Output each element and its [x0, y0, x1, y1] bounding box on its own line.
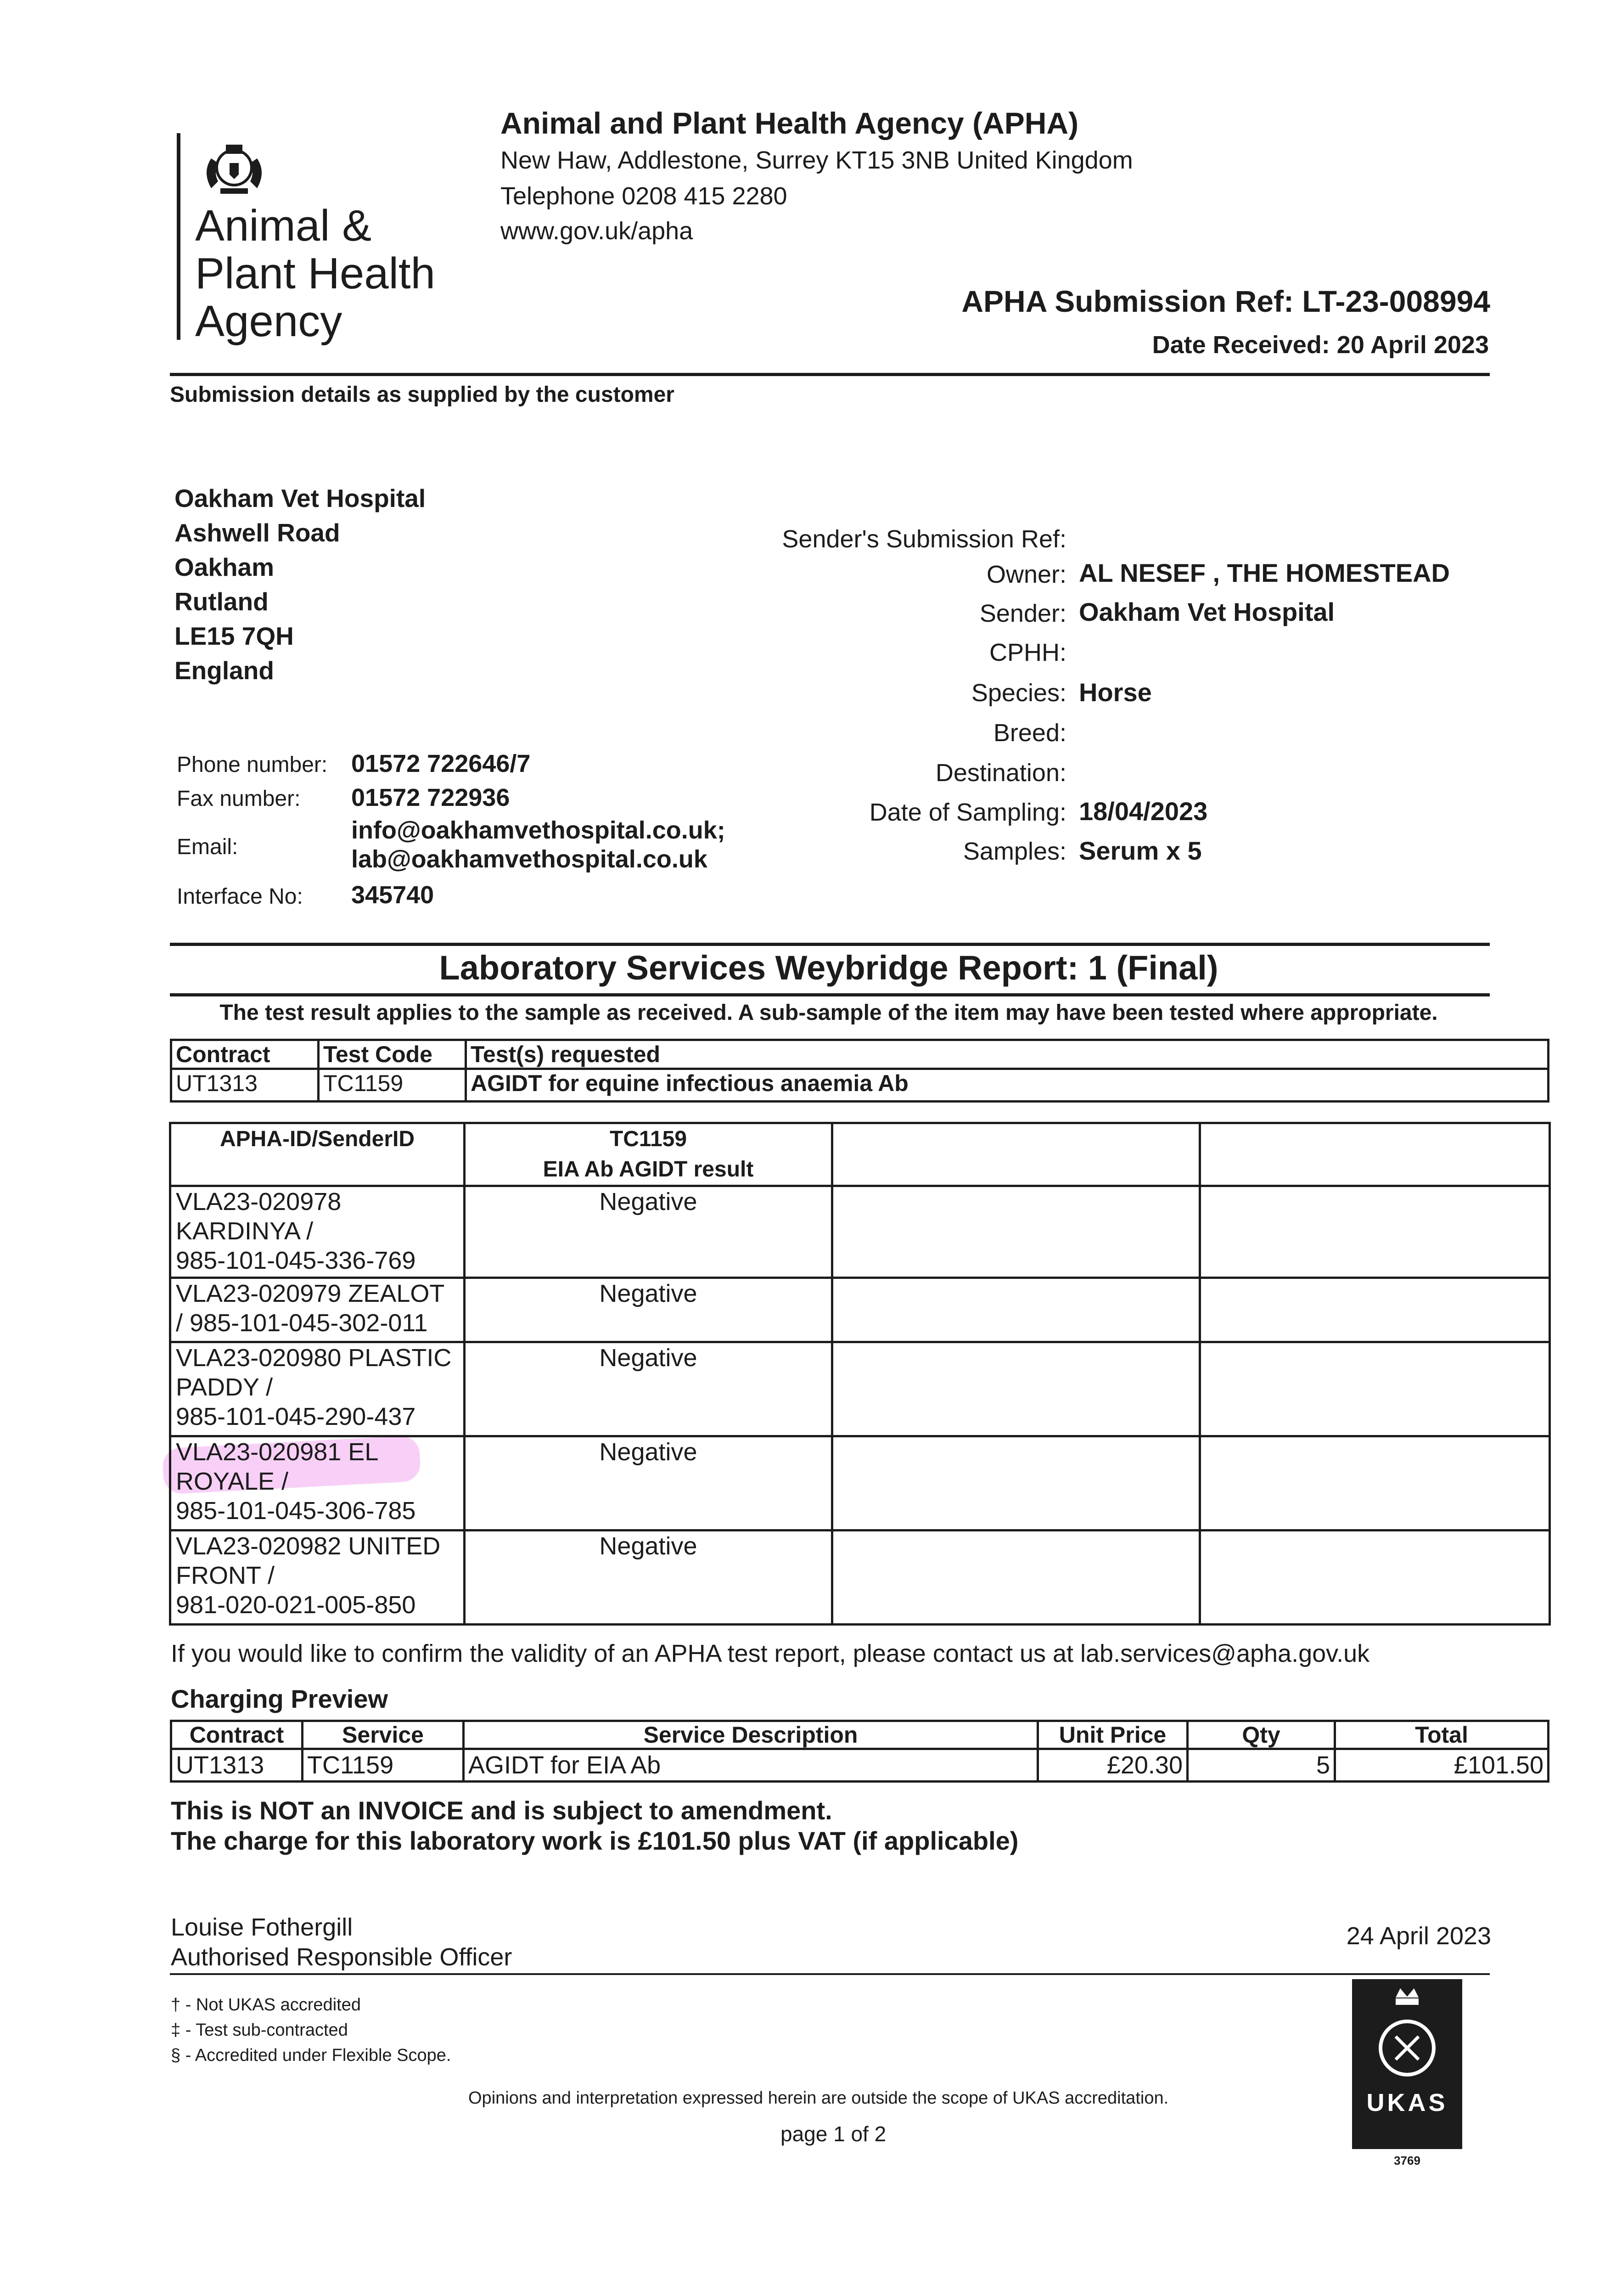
sample-id-line: VLA23-020980 PLASTIC [176, 1344, 452, 1372]
owner-label: Owner: [986, 561, 1066, 588]
sample-id-cell [170, 1278, 465, 1342]
sender-label: Sender: [979, 600, 1066, 627]
cphh-label: CPHH: [989, 639, 1066, 666]
samples-label: Samples: [963, 838, 1066, 865]
empty-cell [1200, 1436, 1550, 1531]
table-row [170, 1436, 1550, 1531]
customer-address-line: LE15 7QH [174, 622, 294, 650]
table-row [170, 1278, 1550, 1342]
logo-line: Plant Health [195, 249, 435, 298]
empty-column-header [832, 1123, 1200, 1186]
validity-note: If you would like to confirm the validity of an APHA test report, please contact us at lab.services@apha.gov.uk [171, 1640, 1370, 1667]
empty-cell [832, 1342, 1200, 1436]
footer-divider [170, 1973, 1490, 1975]
submission-ref: APHA Submission Ref: LT-23-008994 [961, 284, 1490, 318]
sample-id-cell [170, 1342, 465, 1436]
email-label: Email: [177, 835, 238, 859]
sample-id-cell [170, 1531, 465, 1625]
sample-id-line: ROYALE / [176, 1468, 289, 1495]
samples-value: Serum x 5 [1079, 836, 1202, 865]
page-number: page 1 of 2 [780, 2122, 887, 2146]
empty-column-header [1200, 1123, 1550, 1186]
footnote: § - Accredited under Flexible Scope. [171, 2046, 451, 2065]
fax-value: 01572 722936 [351, 784, 510, 811]
test-name-header: EIA Ab AGIDT result [543, 1157, 754, 1182]
agency-telephone: Telephone 0208 415 2280 [500, 182, 787, 210]
officer-role: Authorised Responsible Officer [171, 1943, 512, 1971]
table-header-row [171, 1721, 1549, 1749]
table-row [171, 1069, 1549, 1102]
result-cell: Negative [465, 1436, 832, 1531]
sample-id-line: VLA23-020981 EL [176, 1438, 379, 1466]
report-top-divider [170, 943, 1490, 946]
agency-address: New Haw, Addlestone, Surrey KT15 3NB United Kingdom [500, 146, 1133, 174]
opinions-note: Opinions and interpretation expressed herein are outside the scope of UKAS accreditation. [468, 2088, 1169, 2108]
customer-address-line: Oakham [174, 553, 275, 581]
customer-address-line: England [174, 656, 274, 685]
customer-address-line: Ashwell Road [174, 518, 340, 547]
sampling-date-value: 18/04/2023 [1079, 797, 1208, 826]
destination-label: Destination: [935, 759, 1066, 787]
column-header-test [465, 1123, 832, 1186]
logo-line: Animal & [195, 201, 372, 250]
phone-value: 01572 722646/7 [351, 750, 531, 777]
signoff [171, 1913, 512, 1972]
result-cell: Negative [465, 1186, 832, 1278]
contract-cell: UT1313 [171, 1749, 303, 1782]
sender-value: Oakham Vet Hospital [1079, 597, 1335, 626]
results-table [169, 1122, 1551, 1626]
service-description-cell: AGIDT for EIA Ab [464, 1749, 1038, 1782]
column-header: Test Code [319, 1040, 466, 1069]
unit-price-cell: £20.30 [1038, 1749, 1188, 1782]
column-header: Test(s) requested [466, 1040, 1549, 1069]
logo-line: Agency [195, 297, 342, 346]
sample-id-line: / 985-101-045-302-011 [176, 1309, 428, 1337]
column-header: Unit Price [1038, 1721, 1188, 1749]
result-cell: Negative [465, 1342, 832, 1436]
species-value: Horse [1079, 678, 1152, 707]
column-header: Contract [171, 1040, 319, 1069]
customer-address-line: Oakham Vet Hospital [174, 484, 426, 512]
sample-id-line: 985-101-045-306-785 [176, 1497, 416, 1525]
sampling-date-label: Date of Sampling: [869, 799, 1066, 826]
table-row [170, 1186, 1550, 1278]
qty-cell: 5 [1188, 1749, 1335, 1782]
sample-id-line: FRONT / [176, 1562, 275, 1589]
report-note: The test result applies to the sample as received. A sub-sample of the item may have been tested where appropriate. [219, 1001, 1438, 1025]
report-date: 24 April 2023 [1346, 1922, 1491, 1950]
phone-label: Phone number: [177, 753, 328, 777]
report-bottom-divider [170, 993, 1490, 996]
ukas-number: 3769 [1394, 2154, 1420, 2167]
sample-id-line: VLA23-020979 ZEALOT [176, 1280, 445, 1307]
ukas-label: UKAS [1366, 2089, 1448, 2116]
column-header: Service Description [464, 1721, 1038, 1749]
table-header-row [170, 1123, 1550, 1186]
column-header: Total [1335, 1721, 1549, 1749]
sample-id-line: 985-101-045-336-769 [176, 1247, 416, 1274]
sample-id-line: VLA23-020978 [176, 1188, 342, 1216]
interface-label: Interface No: [177, 884, 303, 909]
result-cell: Negative [465, 1278, 832, 1342]
contract-table [170, 1039, 1549, 1103]
empty-cell [832, 1278, 1200, 1342]
table-row [170, 1342, 1550, 1436]
empty-cell [832, 1186, 1200, 1278]
date-received: Date Received: 20 April 2023 [1152, 331, 1489, 359]
footnote: † - Not UKAS accredited [171, 1995, 361, 2015]
service-cell: TC1159 [303, 1749, 464, 1782]
invoice-note-line: This is NOT an INVOICE and is subject to amendment. [171, 1796, 832, 1825]
sample-id-line: KARDINYA / [176, 1217, 314, 1245]
report-title: Laboratory Services Weybridge Report: 1 (Final) [439, 949, 1218, 987]
test-code-header: TC1159 [609, 1127, 687, 1151]
table-row [170, 1531, 1550, 1625]
customer-address-line: Rutland [174, 587, 269, 616]
empty-cell [1200, 1278, 1550, 1342]
empty-cell [832, 1436, 1200, 1531]
footnote: ‡ - Test sub-contracted [171, 2020, 348, 2040]
empty-cell [1200, 1342, 1550, 1436]
invoice-note [171, 1795, 1018, 1856]
sample-id-line: VLA23-020982 UNITED [176, 1532, 441, 1560]
interface-value: 345740 [351, 881, 434, 909]
agency-website[interactable]: www.gov.uk/apha [500, 217, 693, 245]
senders-ref-label: Sender's Submission Ref: [782, 525, 1066, 553]
charging-heading: Charging Preview [171, 1684, 388, 1713]
test-code-cell: TC1159 [319, 1069, 466, 1102]
agency-logo-text [195, 202, 435, 345]
officer-name: Louise Fothergill [171, 1913, 353, 1941]
agency-name: Animal and Plant Health Agency (APHA) [500, 106, 1079, 140]
owner-value: AL NESEF , THE HOMESTEAD [1079, 558, 1450, 587]
column-header: Qty [1188, 1721, 1335, 1749]
ukas-crown-icon [1352, 1984, 1462, 2087]
fax-label: Fax number: [177, 787, 301, 811]
sample-id-cell [170, 1436, 465, 1531]
sample-id-cell [170, 1186, 465, 1278]
total-cell: £101.50 [1335, 1749, 1549, 1782]
header-divider [170, 373, 1490, 376]
logo-divider [177, 133, 180, 340]
invoice-note-line: The charge for this laboratory work is £101.50 plus VAT (if applicable) [171, 1826, 1019, 1855]
charging-table [170, 1720, 1549, 1783]
empty-cell [1200, 1531, 1550, 1625]
email-value[interactable]: info@oakhamvethospital.co.uk; [351, 816, 725, 844]
contract-cell: UT1313 [171, 1069, 319, 1102]
result-cell: Negative [465, 1531, 832, 1625]
column-header: Contract [171, 1721, 303, 1749]
table-header-row [171, 1040, 1549, 1069]
breed-label: Breed: [993, 719, 1066, 747]
sample-id-line: 985-101-045-290-437 [176, 1403, 416, 1430]
table-row [171, 1749, 1549, 1782]
empty-cell [832, 1531, 1200, 1625]
test-requested-cell: AGIDT for equine infectious anaemia Ab [466, 1069, 1549, 1102]
species-label: Species: [971, 679, 1066, 707]
submission-details-heading: Submission details as supplied by the customer [170, 383, 674, 407]
email-value[interactable]: lab@oakhamvethospital.co.uk [351, 845, 707, 873]
empty-cell [1200, 1186, 1550, 1278]
column-header-id: APHA-ID/SenderID [170, 1123, 465, 1186]
royal-crest-icon [193, 131, 275, 200]
sample-id-line: PADDY / [176, 1373, 273, 1401]
column-header: Service [303, 1721, 464, 1749]
sample-id-line: 981-020-021-005-850 [176, 1591, 416, 1619]
